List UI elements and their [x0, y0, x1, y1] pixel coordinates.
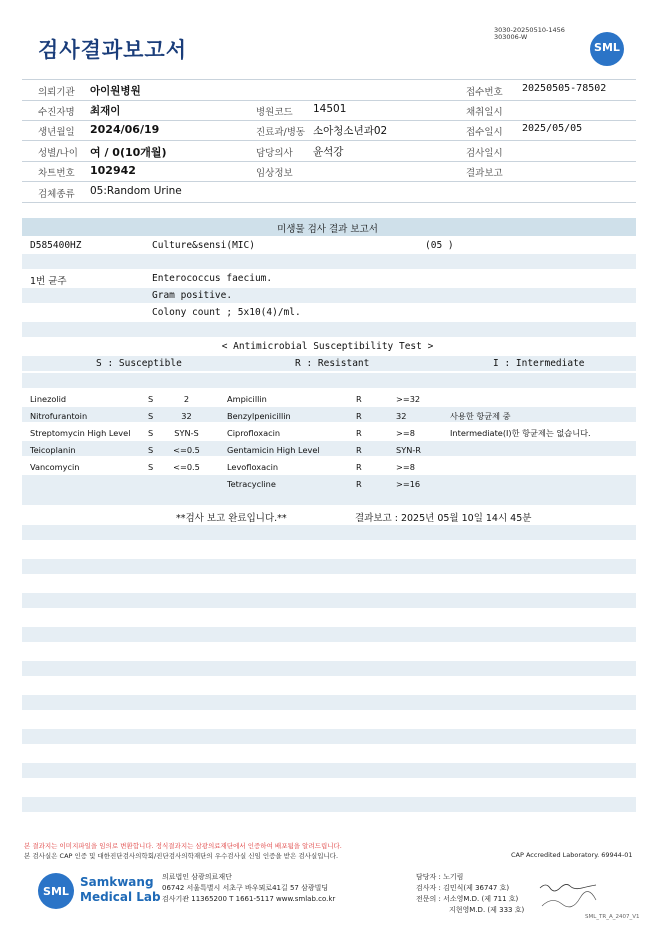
drug-name: Tetracycline	[227, 479, 276, 489]
drug-name: Streptomycin High Level	[30, 428, 131, 438]
patient-label-2: 진료과/병동	[256, 127, 306, 138]
test-code: D585400HZ	[30, 240, 82, 251]
staff-doctor-2: 지현영M.D. (제 333 호)	[449, 906, 525, 914]
drug-result: R	[356, 394, 362, 404]
patient-value-2: 14501	[313, 103, 347, 115]
divider	[22, 100, 636, 101]
drug-mic: >=8	[396, 462, 415, 472]
drug-result: R	[356, 428, 362, 438]
patient-label-1: 성별/나이	[38, 148, 78, 159]
page-title: 검사결과보고서	[38, 38, 188, 62]
row-band	[22, 407, 636, 422]
patient-value-1: 최재이	[90, 105, 121, 117]
brand-name-1: Samkwang	[80, 875, 154, 889]
patient-value-2: 소아청소년과02	[313, 125, 388, 137]
row-band	[22, 475, 636, 490]
patient-label-1: 차트번호	[38, 168, 75, 179]
patient-value-1: 05:Random Urine	[90, 185, 182, 197]
brand-name-2: Medical Lab	[80, 890, 161, 904]
divider	[22, 181, 636, 182]
patient-label-3: 접수일시	[466, 127, 503, 138]
test-number: (05 )	[425, 240, 454, 251]
doc-number: 3030-20250510-1456	[494, 26, 565, 34]
divider	[22, 202, 636, 203]
notice-1: 본 결과지는 이미지파일을 임의로 변환합니다. 정식결과지는 삼광의료재단에서 인증하여 배포됨을 알려드립니다.	[24, 842, 342, 850]
patient-label-2: 병원코드	[256, 107, 293, 118]
divider	[22, 161, 636, 162]
row-band	[22, 661, 636, 676]
sml-logo-footer	[38, 873, 74, 909]
divider	[22, 140, 636, 141]
drug-result: S	[148, 428, 154, 438]
patient-label-3: 접수번호	[466, 87, 503, 98]
row-band	[22, 441, 636, 456]
patient-value-1: 아이원병원	[90, 85, 141, 97]
drug-mic: <=0.5	[173, 462, 200, 472]
legend-intermediate: I : Intermediate	[493, 358, 585, 369]
patient-label-1: 의뢰기관	[38, 87, 75, 98]
sml-logo	[590, 32, 624, 66]
row-band	[22, 627, 636, 642]
org-contact: 검사기관 11365200 T 1661-5117 www.smlab.co.kr	[162, 895, 336, 903]
colony-count: Colony count ; 5x10(4)/ml.	[152, 307, 301, 318]
logo-text: SML	[594, 41, 620, 54]
row-band	[22, 797, 636, 812]
organism-name: Enterococcus faecium.	[152, 273, 273, 284]
legend-susceptible: S : Susceptible	[96, 358, 182, 369]
drug-result: R	[356, 479, 362, 489]
staff-doctor-1: 전문의 : 서소영M.D. (제 711 호)	[416, 895, 519, 903]
drug-name: Gentamicin High Level	[227, 445, 320, 455]
patient-label-3: 결과보고	[466, 168, 503, 179]
drug-name: Levofloxacin	[227, 462, 279, 472]
drug-result: S	[148, 394, 154, 404]
report-heading: 미생물 검사 결과 보고서	[277, 224, 378, 235]
isolate-label: 1번 균주	[30, 276, 67, 287]
cap-accreditation: CAP Accredited Laboratory. 69944-01	[511, 851, 633, 859]
drug-mic: >=16	[396, 479, 421, 489]
drug-mic: SYN-R	[396, 445, 421, 455]
patient-label-1: 수진자명	[38, 107, 75, 118]
divider	[22, 79, 636, 80]
report-time: 결과보고 : 2025년 05월 10일 14시 45분	[355, 513, 532, 524]
row-band	[22, 288, 636, 303]
row-band	[22, 254, 636, 269]
org-name: 의료법인 삼광의료재단	[162, 873, 232, 881]
row-band	[22, 490, 636, 505]
drug-result: R	[356, 411, 362, 421]
drug-name: Vancomycin	[30, 462, 80, 472]
drug-mic: 2	[183, 394, 190, 404]
patient-value-1: 2024/06/19	[90, 123, 160, 136]
drug-result: R	[356, 445, 362, 455]
patient-label-2: 임상정보	[256, 168, 293, 179]
ast-title: < Antimicrobial Susceptibility Test >	[221, 341, 434, 352]
drug-name: Ciprofloxacin	[227, 428, 281, 438]
patient-value-3: 20250505-78502	[522, 83, 607, 94]
drug-result: S	[148, 445, 154, 455]
drug-mic: <=0.5	[173, 445, 200, 455]
staff-tester: 검사자 : 김민식(제 36747 호)	[416, 884, 510, 892]
row-band	[22, 763, 636, 778]
drug-result: R	[356, 462, 362, 472]
row-band	[22, 373, 636, 388]
drug-name: Ampicillin	[227, 394, 267, 404]
row-band	[22, 729, 636, 744]
patient-value-1: 여 / 0(10개월)	[90, 146, 167, 159]
drug-mic: 32	[181, 411, 192, 421]
drug-name: Benzylpenicillin	[227, 411, 291, 421]
patient-value-1: 102942	[90, 164, 136, 177]
drug-result: S	[148, 411, 154, 421]
notice-2: 본 검사실은 CAP 인증 및 대한진단검사의학회/진단검사의학재단의 우수검사실 신임 인증을 받은 검사실입니다.	[24, 852, 339, 860]
form-code: SML_TR_A_2407_V1	[585, 914, 640, 920]
drug-name: Linezolid	[30, 394, 67, 404]
doc-code: 303006-W	[494, 33, 528, 41]
row-band	[22, 525, 636, 540]
drug-mic: 32	[396, 411, 407, 421]
patient-label-3: 검사일시	[466, 148, 503, 159]
row-band	[22, 559, 636, 574]
drug-mic: >=8	[396, 428, 415, 438]
note-line-2: Intermediate(I)한 항균제는 없습니다.	[450, 428, 591, 438]
patient-value-2: 윤석강	[313, 146, 344, 158]
drug-name: Nitrofurantoin	[30, 411, 88, 421]
note-line-1: 사용한 항균제 중	[450, 411, 511, 421]
org-address: 06742 서울특별시 서초구 바우뫼로41길 57 삼광빌딩	[162, 884, 329, 892]
row-band	[22, 695, 636, 710]
divider	[22, 120, 636, 121]
patient-value-3: 2025/05/05	[522, 123, 583, 134]
gram-stain: Gram positive.	[152, 290, 233, 301]
row-band	[22, 322, 636, 337]
row-band	[22, 593, 636, 608]
legend-resistant: R : Resistant	[295, 358, 370, 369]
test-name: Culture&sensi(MIC)	[152, 240, 255, 251]
patient-label-1: 생년월일	[38, 127, 75, 138]
patient-label-2: 담당의사	[256, 148, 293, 159]
report-complete: **검사 보고 완료입니다.**	[176, 513, 287, 524]
signature-image	[538, 880, 600, 914]
drug-result: S	[148, 462, 154, 472]
patient-label-1: 검체종류	[38, 189, 75, 200]
drug-mic: >=32	[396, 394, 421, 404]
drug-mic: SYN-S	[174, 428, 199, 438]
logo-text: SML	[43, 885, 69, 898]
drug-name: Teicoplanin	[30, 445, 76, 455]
patient-label-3: 채취일시	[466, 107, 503, 118]
staff-manager: 담당자 : 노기림	[416, 873, 464, 881]
